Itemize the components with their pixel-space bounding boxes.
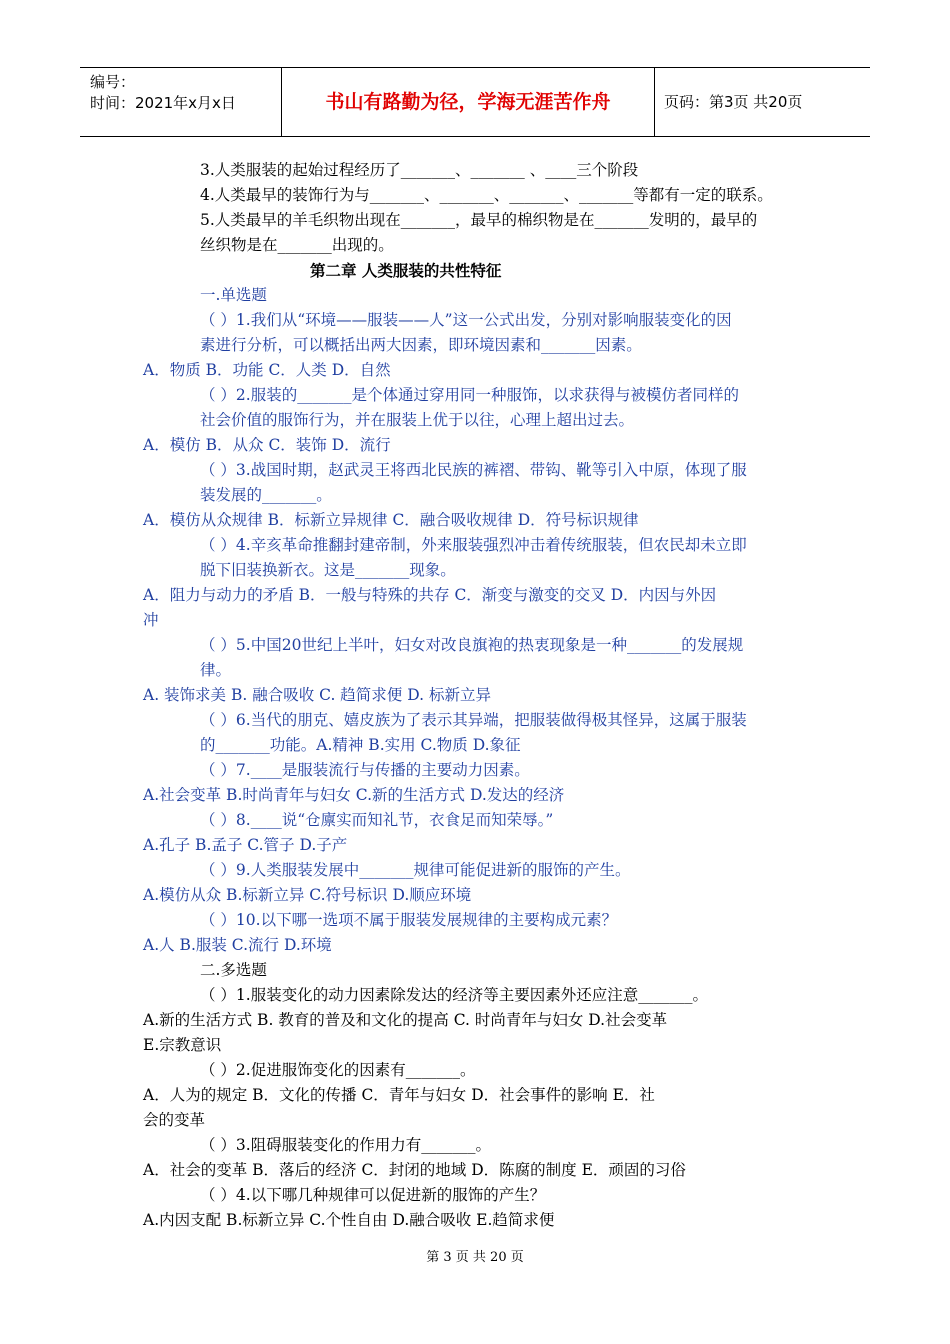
text-line: （ ）1.我们从“环境——服装——人”这一公式出发，分别对影响服装变化的因 xyxy=(200,311,732,329)
text-line: （ ）9.人类服装发展中_______规律可能促进新的服饰的产生。 xyxy=(200,861,631,879)
text-line: 二.多选题 xyxy=(200,961,267,979)
chapter-heading: 第二章 人类服装的共性特征 xyxy=(310,261,502,280)
text-line: 3.人类服装的起始过程经历了_______、_______ 、____三个阶段 xyxy=(200,161,639,179)
text-line: 5.人类最早的羊毛织物出现在_______，最早的棉织物是在_______发明的，最早的 xyxy=(200,211,758,229)
text-line: E.宗教意识 xyxy=(143,1036,222,1054)
text-line: 会的变革 xyxy=(143,1111,206,1129)
text-line: 社会价值的服饰行为，并在服装上优于以往，心理上超出过去。 xyxy=(200,411,635,429)
text-line: （ ）5.中国20世纪上半叶，妇女对改良旗袍的热衷现象是一种_______的发展规 xyxy=(200,636,744,654)
text-line: （ ）8.____说“仓廪实而知礼节，衣食足而知荣辱。” xyxy=(200,811,554,829)
text-line: A．模仿 B．从众 C．装饰 D．流行 xyxy=(143,436,391,454)
text-line: 冲 xyxy=(143,611,159,629)
text-line: A.模仿从众 B.标新立异 C.符号标识 D.顺应环境 xyxy=(143,886,472,904)
text-line: A.新的生活方式 B. 教育的普及和文化的提高 C. 时尚青年与妇女 D.社会变革 xyxy=(143,1011,668,1029)
text-line: （ ）1.服装变化的动力因素除发达的经济等主要因素外还应注意_______。 xyxy=(200,986,708,1004)
text-line: （ ）10.以下哪一选项不属于服装发展规律的主要构成元素？ xyxy=(200,911,618,929)
text-line: （ ）6.当代的朋克、嬉皮族为了表示其异端，把服装做得极其怪异，这属于服装 xyxy=(200,711,747,729)
text-line: A．模仿从众规律 B．标新立异规律 C．融合吸收规律 D．符号标识规律 xyxy=(143,511,639,529)
text-line: （ ）2.促进服饰变化的因素有_______。 xyxy=(200,1061,476,1079)
text-line: 的_______功能。A.精神 B.实用 C.物质 D.象征 xyxy=(200,736,521,754)
text-line: （ ）4.以下哪几种规律可以促进新的服饰的产生？ xyxy=(200,1186,546,1204)
text-line: （ ）3.阻碍服装变化的作用力有_______。 xyxy=(200,1136,491,1154)
text-line: A. 装饰求美 B. 融合吸收 C. 趋简求便 D. 标新立异 xyxy=(143,686,491,704)
document-number-label: 编号： xyxy=(90,73,136,91)
text-line: 装发展的_______。 xyxy=(200,486,332,504)
text-line: 脱下旧装换新衣。这是_______现象。 xyxy=(200,561,456,579)
page-footer: 第 3 页 共 20 页 xyxy=(426,1250,524,1265)
text-line: A.内因支配 B.标新立异 C.个性自由 D.融合吸收 E.趋简求便 xyxy=(143,1211,555,1229)
text-line: A.社会变革 B.时尚青年与妇女 C.新的生活方式 D.发达的经济 xyxy=(143,786,565,804)
text-line: A．人为的规定 B．文化的传播 C．青年与妇女 D．社会事件的影响 E．社 xyxy=(143,1086,655,1104)
header-motto: 书山有路勤为径，学海无涯苦作舟 xyxy=(282,68,655,136)
text-line: 一.单选题 xyxy=(200,286,267,304)
text-line: A．物质 B．功能 C．人类 D．自然 xyxy=(143,361,391,379)
document-time-label: 时间：2021年x月x日 xyxy=(90,94,236,112)
text-line: （ ）7.____是服装流行与传播的主要动力因素。 xyxy=(200,761,530,779)
header-left xyxy=(80,68,282,136)
page-header xyxy=(80,67,870,137)
text-line: （ ）4.辛亥革命推翻封建帝制，外来服装强烈冲击着传统服装，但农民却未立即 xyxy=(200,536,747,554)
text-line: 素进行分析，可以概括出两大因素，即环境因素和_______因素。 xyxy=(200,336,642,354)
header-page-label: 页码：第3页 共20页 xyxy=(664,93,803,111)
text-line: （ ）2.服装的_______是个体通过穿用同一种服饰，以求获得与被模仿者同样的 xyxy=(200,386,739,404)
text-line: A.人 B.服装 C.流行 D.环境 xyxy=(143,936,332,954)
text-line: A．阻力与动力的矛盾 B．一般与特殊的共存 C．渐变与激变的交叉 D．内因与外因 xyxy=(143,586,717,604)
text-line: A.孔子 B.孟子 C.管子 D.子产 xyxy=(143,836,348,854)
text-line: 律。 xyxy=(200,661,232,679)
text-line: 丝织物是在_______出现的。 xyxy=(200,236,394,254)
text-line: 4.人类最早的装饰行为与_______、_______、_______、_______等都有一定的联系。 xyxy=(200,186,773,204)
text-line: （ ）3.战国时期，赵武灵王将西北民族的裤褶、带钩、靴等引入中原，体现了服 xyxy=(200,461,747,479)
text-line: A．社会的变革 B．落后的经济 C．封闭的地域 D．陈腐的制度 E．顽固的习俗 xyxy=(143,1161,686,1179)
